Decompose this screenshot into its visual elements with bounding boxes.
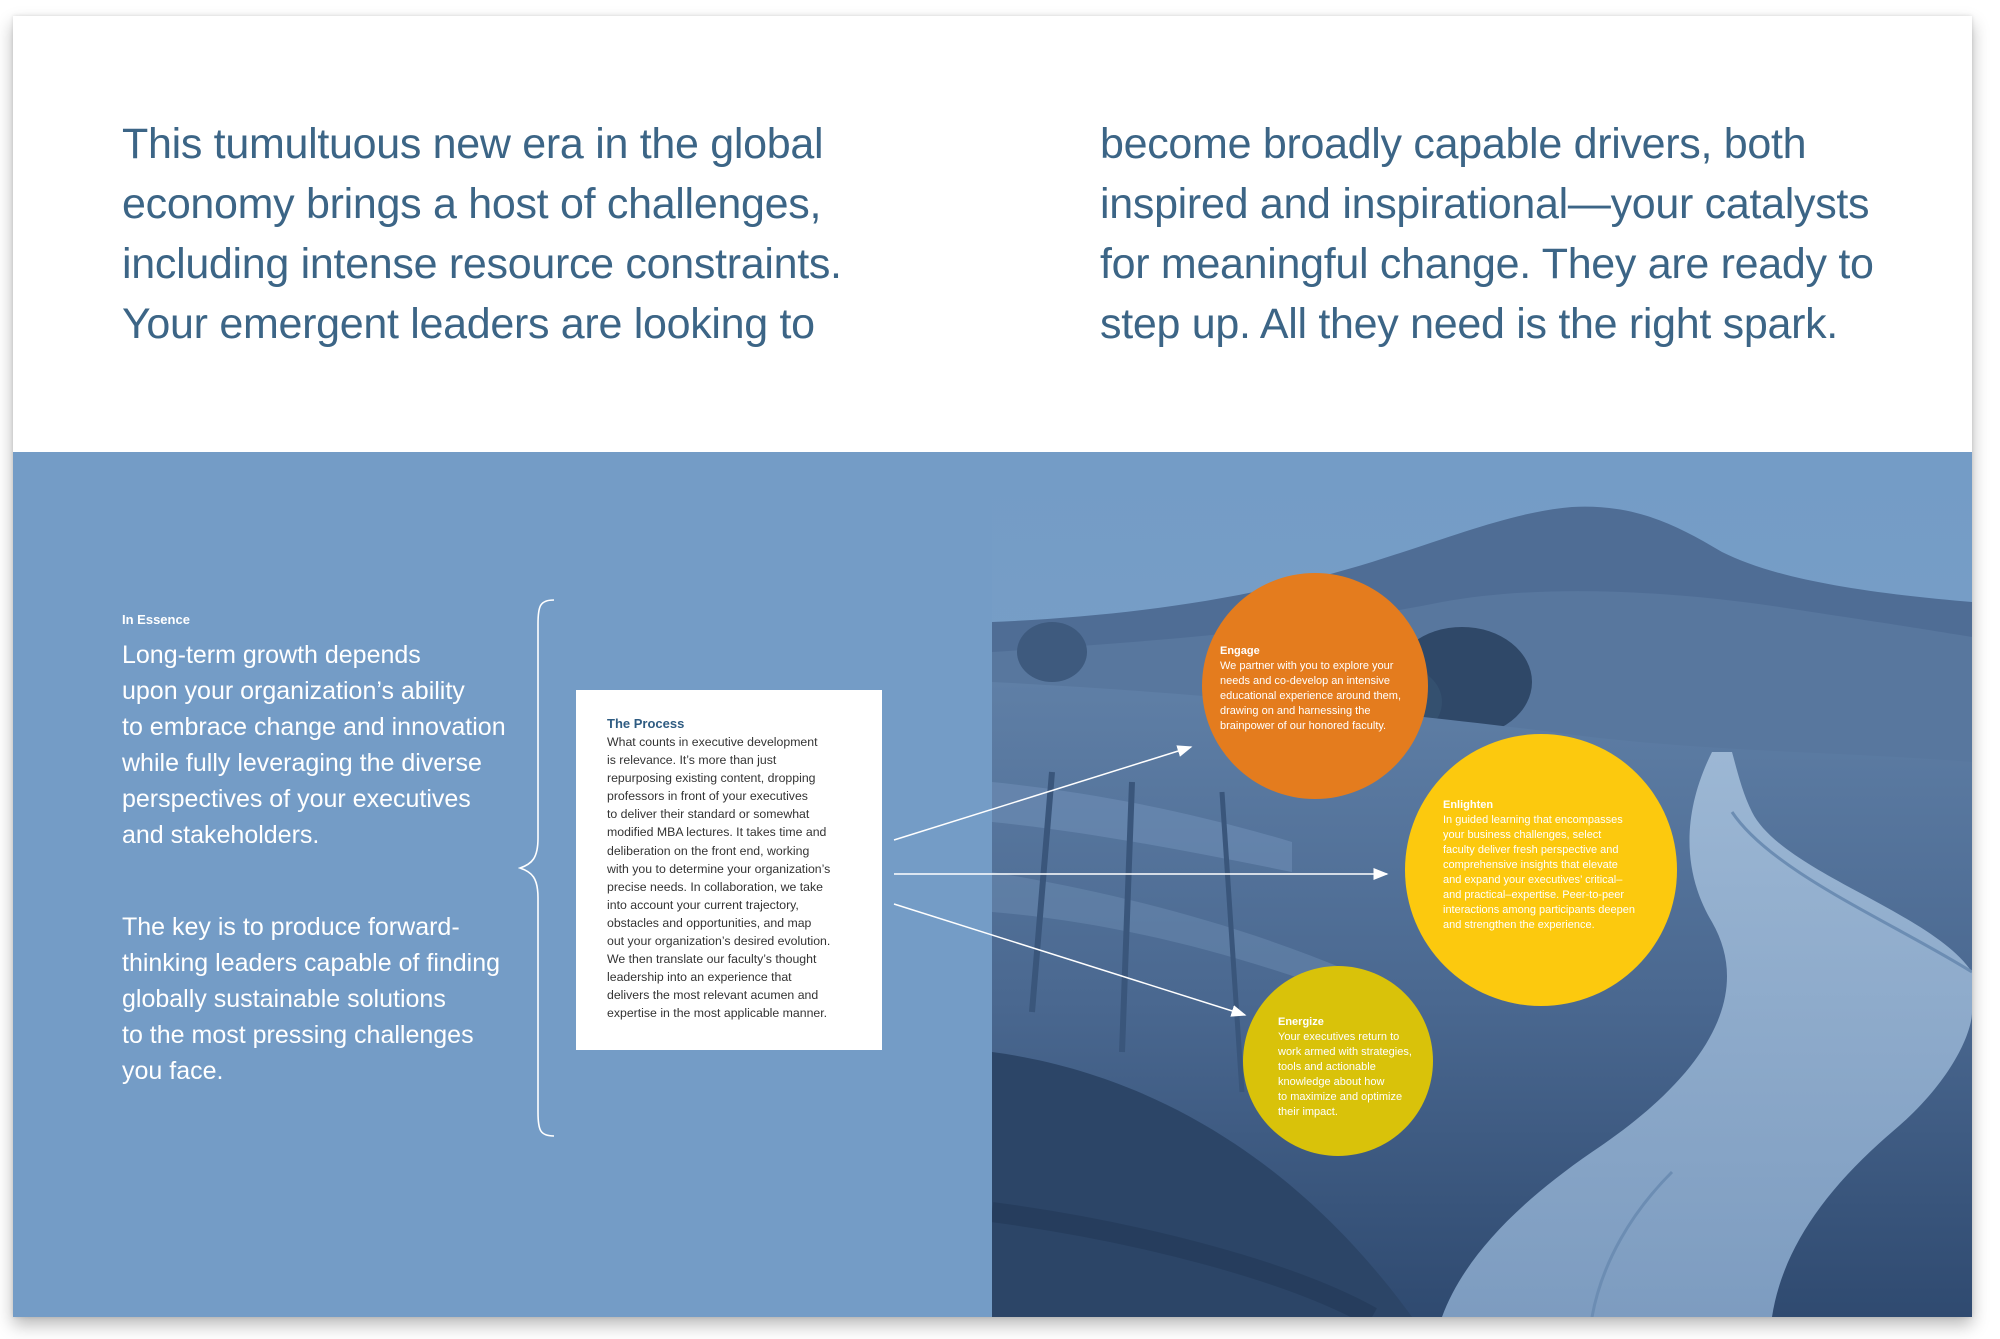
essence-paragraph [122,909,542,1089]
essence-line: to embrace change and innovation [122,713,506,741]
enlighten-line: faculty deliver fresh perspective and [1443,844,1619,856]
enlighten-title: Enlighten [1443,799,1494,811]
enlighten-text [1443,798,1635,933]
process-line: What counts in executive development [607,735,818,749]
energize-title: Energize [1278,1016,1324,1028]
essence-line: perspectives of your executives [122,785,471,813]
process-line: to deliver their standard or somewhat [607,807,810,822]
engage-line: needs and co-develop an intensive [1220,675,1391,687]
energize-line: Your executives return to [1278,1031,1400,1043]
process-line: delivers the most relevant acumen and [607,988,819,1003]
process-line: We then translate our faculty’s thought [607,952,817,967]
process-line: obstacles and opportunities, and map [607,915,812,930]
engage-line: drawing on and harnessing the [1220,705,1371,717]
process-text [607,733,877,1023]
enlighten-line: and strengthen the experience. [1443,919,1595,931]
essence-line: and stakeholders. [122,821,320,849]
enlighten-line: interactions among participants deepen [1443,904,1636,916]
energize-line: work armed with strategies, [1278,1046,1412,1058]
enlighten-line: In guided learning that encompasses [1443,814,1623,826]
essence-line: while fully leveraging the diverse [122,749,482,777]
process-card [576,690,882,1050]
engage-text [1220,644,1401,734]
energize-line: tools and actionable [1278,1061,1376,1073]
intro-line: for meaningful change. They are ready to [1100,240,1874,288]
process-line: is relevance. It’s more than just [607,753,777,768]
energize-line: knowledge about how [1278,1076,1385,1088]
intro-line: inspired and inspirational—your catalysts [1100,180,1870,228]
process-line: into account your current trajectory, [607,897,799,912]
essence-heading: In Essence [122,612,190,627]
intro-text-right [1100,114,1920,354]
essence-line: you face. [122,1057,224,1085]
essence-line: upon your organization’s ability [122,677,465,705]
intro-line: including intense resource constraints. [122,240,842,288]
enlighten-line: comprehensive insights that elevate [1443,859,1618,871]
process-line: professors in front of your executives [607,789,808,804]
process-line: expertise in the most applicable manner. [607,1006,828,1021]
engage-line: brainpower of our honored faculty. [1220,720,1387,732]
intro-line: Your emergent leaders are looking to [122,300,815,348]
intro-line: step up. All they need is the right spark. [1100,300,1838,348]
process-line: deliberation on the front end, working [607,843,810,858]
process-heading: The Process [607,716,685,731]
energize-text [1278,1015,1412,1120]
enlighten-line: and practical–expertise. Peer-to-peer [1443,889,1624,901]
intro-line: become broadly capable drivers, both [1100,120,1807,168]
brochure-spread [13,16,1972,1317]
essence-line: The key is to produce forward- [122,913,460,941]
process-line: out your organization’s desired evolution. [607,934,831,949]
blue-band [13,452,1972,1317]
essence-line: thinking leaders capable of finding [122,949,501,977]
intro-line: economy brings a host of challenges, [122,180,822,228]
essence-line: globally sustainable solutions [122,985,446,1013]
engage-line: We partner with you to explore your [1220,660,1394,672]
essence-line: to the most pressing challenges [122,1021,474,1049]
curly-brace-icon [518,598,578,1138]
process-line: leadership into an experience that [607,970,792,985]
enlighten-line: and expand your executives’ critical– [1443,874,1623,886]
process-line: with you to determine your organization’s [607,861,831,876]
process-line: modified MBA lectures. It takes time and [607,825,827,840]
engage-line: educational experience around them, [1220,690,1402,702]
essence-paragraph [122,637,542,853]
engage-title: Engage [1220,645,1260,657]
energize-line: to maximize and optimize [1278,1091,1403,1103]
enlighten-line: your business challenges, select [1443,829,1602,841]
process-line: repurposing existing content, dropping [607,771,816,786]
intro-line: This tumultuous new era in the global [122,120,824,168]
essence-line: Long-term growth depends [122,641,421,669]
energize-line: their impact. [1278,1106,1338,1118]
process-line: precise needs. In collaboration, we take [607,879,824,894]
intro-text-left [122,114,902,354]
